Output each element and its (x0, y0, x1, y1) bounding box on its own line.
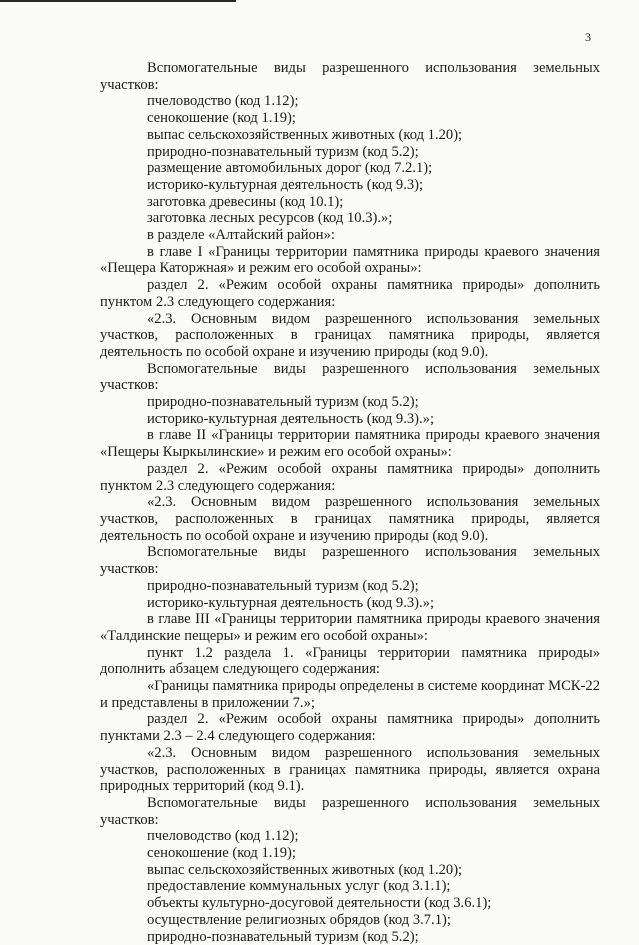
paragraph: природно-познавательный туризм (код 5.2); (147, 143, 419, 160)
paragraph: раздел 2. «Режим особой охраны памятника природы» дополнить пунктом 2.3 следующего содержания: (100, 460, 600, 494)
paragraph: Вспомогательные виды разрешенного использования земельных участков: (100, 794, 600, 828)
paragraph: сенокошение (код 1.19); (147, 110, 296, 127)
paragraph: в главе II «Границы территории памятника природы краевого значения «Пещеры Кыркылинские» и режим его особой охраны»: (100, 427, 600, 461)
paragraph: заготовка древесины (код 10.1); (147, 193, 344, 210)
paragraph: Вспомогательные виды разрешенного использования земельных участков: (100, 60, 600, 93)
document-body (100, 60, 600, 945)
paragraph: природно-познавательный туризм (код 5.2); (147, 394, 419, 411)
paragraph: историко-культурная деятельность (код 9.3).»; (147, 594, 435, 611)
paragraph: выпас сельскохозяйственных животных (код 1.20); (147, 126, 463, 143)
paragraph: пчеловодство (код 1.12); (147, 93, 299, 110)
paragraph: заготовка лесных ресурсов (код 10.3).»; (147, 210, 393, 227)
paragraph: Вспомогательные виды разрешенного использования земельных участков: (100, 544, 600, 578)
paragraph: «2.3. Основным видом разрешенного использования земельных участков, расположенных в границах памятника природы, является деятельность по особой охране и изучению природы (код 9.0). (100, 310, 600, 360)
paragraph: объекты культурно-досуговой деятельности (код 3.6.1); (147, 895, 492, 912)
paragraph: раздел 2. «Режим особой охраны памятника природы» дополнить пунктами 2.3 – 2.4 следующего содержания: (100, 711, 600, 745)
paragraph: сенокошение (код 1.19); (147, 845, 296, 862)
top-rule (0, 0, 236, 2)
paragraph: пчеловодство (код 1.12); (147, 828, 299, 845)
paragraph: пункт 1.2 раздела 1. «Границы территории памятника природы» дополнить абзацем следующего содержания: (100, 644, 600, 678)
paragraph: историко-культурная деятельность (код 9.3).»; (147, 410, 435, 427)
paragraph: природно-познавательный туризм (код 5.2); (147, 928, 419, 945)
paragraph: раздел 2. «Режим особой охраны памятника природы» дополнить пунктом 2.3 следующего содержания: (100, 277, 600, 310)
paragraph: предоставление коммунальных услуг (код 3.1.1); (147, 878, 451, 895)
paragraph: «Границы памятника природы определены в системе координат МСК-22 и представлены в приложении 7.»; (100, 678, 600, 711)
paragraph: в главе III «Границы территории памятника природы краевого значения «Талдинские пещеры» и режим его особой охраны»: (100, 611, 600, 644)
paragraph: в разделе «Алтайский район»: (147, 227, 335, 244)
page-number: 3 (585, 30, 591, 44)
paragraph: Вспомогательные виды разрешенного использования земельных участков: (100, 360, 600, 394)
paragraph: «2.3. Основным видом разрешенного использования земельных участков, расположенных в границах памятника природы, является охрана природных территорий (код 9.1). (100, 744, 600, 795)
paragraph: выпас сельскохозяйственных животных (код 1.20); (147, 861, 463, 878)
paragraph: размещение автомобильных дорог (код 7.2.1); (147, 160, 433, 177)
paragraph: природно-познавательный туризм (код 5.2); (147, 577, 419, 594)
paragraph: историко-культурная деятельность (код 9.3); (147, 176, 424, 193)
paragraph: осуществление религиозных обрядов (код 3.7.1); (147, 911, 451, 928)
paragraph: в главе I «Границы территории памятника природы краевого значения «Пещера Каторжная» и режим его особой охраны»: (100, 243, 600, 277)
paragraph: «2.3. Основным видом разрешенного использования земельных участков, расположенных в границах памятника природы, является деятельность по особой охране и изучению природы (код 9.0). (100, 494, 600, 544)
